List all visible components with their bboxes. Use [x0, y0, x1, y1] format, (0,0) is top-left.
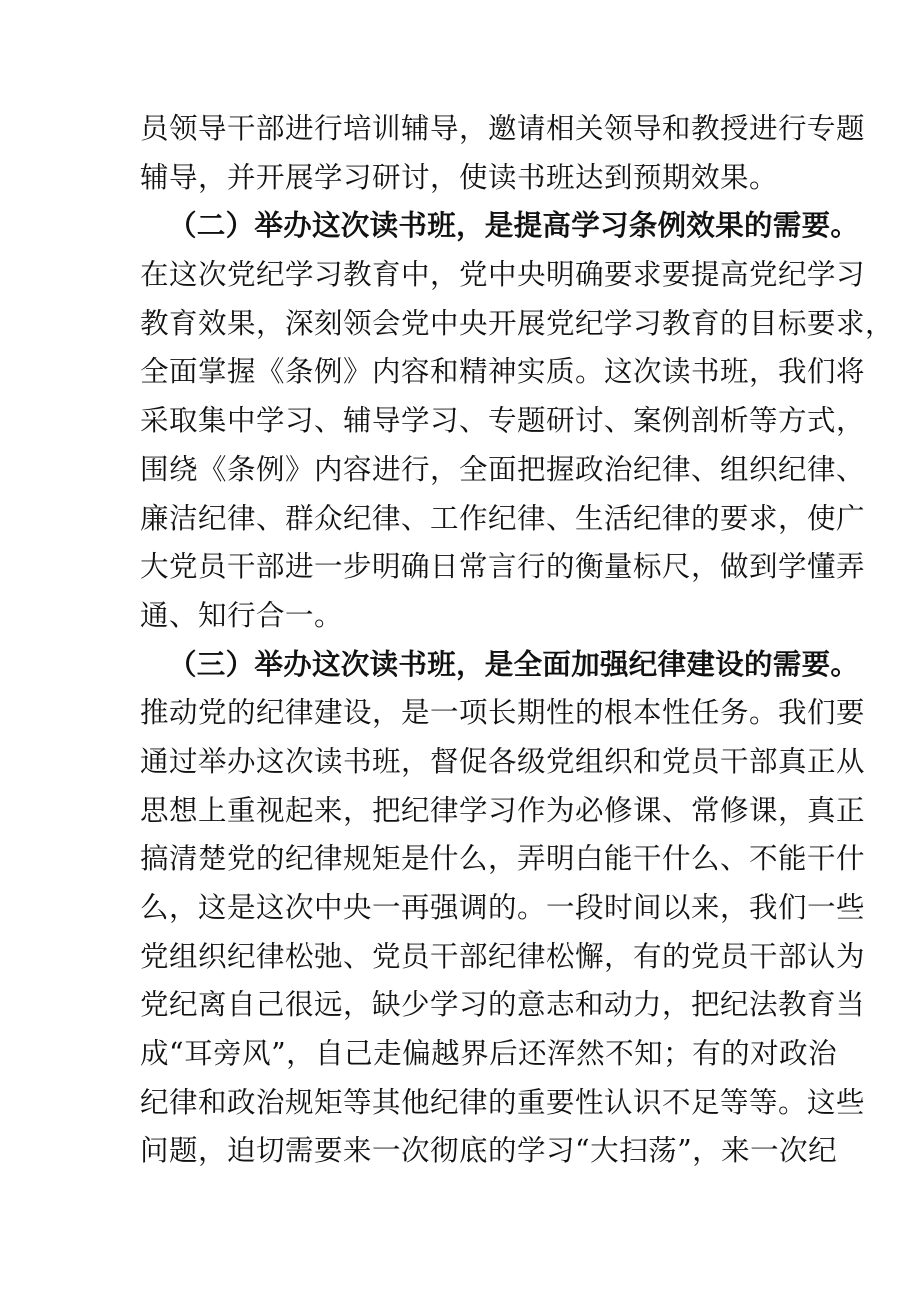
body-line: 辅导，并开展学习研讨，使读书班达到预期效果。 [140, 160, 779, 194]
body-line: 全面掌握《条例》内容和精神实质。这次读书班，我们将 [140, 355, 866, 389]
body-line: 通、知行合一。 [140, 598, 344, 632]
document-body [140, 105, 895, 1176]
body-line: 推动党的纪律建设，是一项长期性的根本性任务。我们要 [140, 696, 866, 730]
body-line: 员领导干部进行培训辅导，邀请相关领导和教授进行专题 [140, 112, 866, 145]
body-line: 成“耳旁风”，自己走偏越界后还浑然不知；有的对政治 [140, 1037, 838, 1071]
body-line: 围绕《条例》内容进行，全面把握政治纪律、组织纪律、 [140, 452, 866, 486]
section-heading-3: （三）举办这次读书班，是全面加强纪律建设的需要。 [168, 647, 860, 681]
body-line: 纪律和政治规矩等其他纪律的重要性认识不足等等。这些 [140, 1085, 866, 1119]
body-line: 党纪离自己很远，缺少学习的意志和动力，把纪法教育当 [140, 988, 866, 1022]
body-line: 大党员干部进一步明确日常言行的衡量标尺，做到学懂弄 [140, 550, 866, 584]
body-line: 思想上重视起来，把纪律学习作为必修课、常修课，真正 [140, 793, 866, 827]
body-line: 党组织纪律松弛、党员干部纪律松懈，有的党员干部认为 [140, 939, 866, 973]
body-line: 问题，迫切需要来一次彻底的学习“大扫荡”，来一次纪 [140, 1134, 838, 1168]
body-line: 在这次党纪学习教育中，党中央明确要求要提高党纪学习 [140, 258, 866, 292]
body-line: 搞清楚党的纪律规矩是什么，弄明白能干什么、不能干什 [140, 842, 866, 876]
section-heading-2: （二）举办这次读书班，是提高学习条例效果的需要。 [168, 209, 860, 243]
body-line: 通过举办这次读书班，督促各级党组织和党员干部真正从 [140, 744, 866, 778]
body-line: 么，这是这次中央一再强调的。一段时间以来，我们一些 [140, 891, 866, 924]
body-line: 廉洁纪律、群众纪律、工作纪律、生活纪律的要求，使广 [140, 501, 866, 535]
body-line: 采取集中学习、辅导学习、专题研讨、案例剖析等方式， [140, 404, 866, 438]
body-line: 教育效果，深刻领会党中央开展党纪学习教育的目标要求， [140, 306, 895, 340]
